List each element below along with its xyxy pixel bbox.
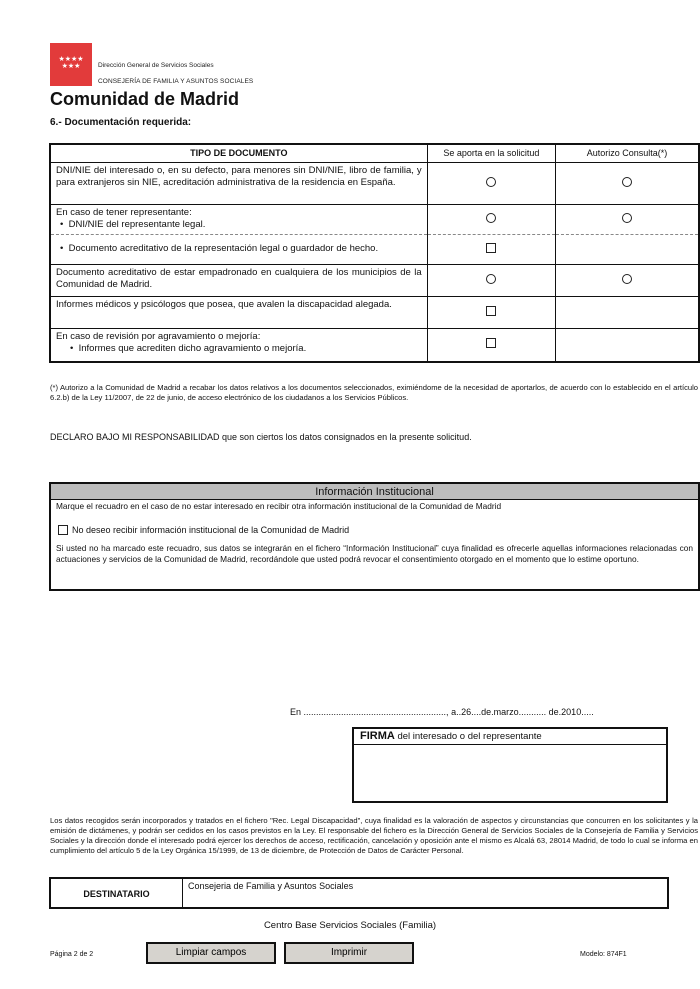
doc-informes-medicos: Informes médicos y psicólogos que posea, que avalen la discapacidad alegada.	[50, 296, 427, 328]
destinatario-label: DESTINATARIO	[51, 879, 183, 907]
consejeria-label: CONSEJERÍA DE FAMILIA Y ASUNTOS SOCIALES	[98, 78, 254, 85]
de1-label: ....de.	[471, 707, 494, 717]
table-header-row	[50, 144, 699, 162]
aporta-dni-radio[interactable]	[486, 177, 496, 187]
firma-label: FIRMA	[360, 730, 395, 742]
destinatario-box	[49, 877, 669, 909]
info-explanation: Si usted no ha marcado este recuadro, sus datos se integrarán en el fichero “Información Institucional” cuya finalidad es ofrecerle aquellas informaciones relacionadas con actuaciones y servicios de la Comunidad de Madrid, recordándole que usted podrá revocar el consentimiento otorgado en el momento que lo estime oportuno.	[56, 543, 693, 564]
a-label: a..	[451, 707, 462, 717]
aporta-agravamiento-checkbox[interactable]	[486, 338, 496, 348]
signature-area[interactable]	[354, 745, 666, 801]
centro-label: Centro Base Servicios Sociales (Familia)	[263, 920, 437, 931]
page-number: Página 2 de 2	[50, 951, 94, 958]
bullet-icon: •	[60, 218, 64, 230]
city-field[interactable]: .........................................................,	[303, 707, 449, 717]
print-button[interactable]: Imprimir	[284, 942, 414, 964]
day-field[interactable]: 26	[461, 707, 472, 717]
header-se-aporta: Se aporta en la solicitud	[427, 144, 555, 162]
model-number: Modelo: 874F1	[580, 951, 627, 958]
header-autorizo: Autorizo Consulta(*)	[556, 144, 699, 162]
month-field[interactable]: marzo	[493, 707, 519, 717]
info-institucional-title: Información Institucional	[51, 484, 698, 500]
doc-empadronado: Documento acreditativo de estar empadronado en cualquiera de los municipios de la Comunidad de Madrid.	[50, 264, 427, 296]
autorizo-dni-radio[interactable]	[622, 177, 632, 187]
table-row	[50, 328, 699, 362]
aporta-empadronado-radio[interactable]	[486, 274, 496, 284]
autorizo-representante-radio[interactable]	[622, 213, 632, 223]
documents-table	[49, 143, 700, 363]
aporta-representacion-checkbox[interactable]	[486, 243, 496, 253]
section-title: 6.- Documentación requerida:	[50, 117, 192, 128]
legal-text: Los datos recogidos serán incorporados y tratados en el fichero "Rec. Legal Discapacidad", cuya finalidad es la valoración de aspectos y circunstancias que concurren en los solicitantes y la emisión de dictámenes, y podrán ser cedidos en los casos previstos en la Ley. El responsable del fichero es la Dirección General de Servicios Sociales de la Consejería de Familia y Servicios Sociales y la dirección donde el interesado podrá ejercer los derechos de acceso, rectificación, cancelación y oposición ante el mismo es Alcalá 63, 28014 Madrid, de todo lo cual se informa en cumplimiento del artículo 5 de la Ley Orgánica 15/1999, de 13 de diciembre, de Protección de Datos de Carácter Personal.	[50, 816, 698, 855]
info-institucional-box	[49, 482, 700, 591]
declaration: DECLARO BAJO MI RESPONSABILIDAD que son ciertos los datos consignados en la presente solicitud.	[50, 432, 472, 442]
year-field[interactable]: 2010	[561, 707, 582, 717]
doc-dni-interesado: DNI/NIE del interesado o, en su defecto, para menores sin DNI/NIE, libro de familia, y para extranjeros sin NIE, acreditación administrativa de la residencia en España.	[50, 162, 427, 204]
bullet-icon: •	[60, 243, 64, 254]
de2-label: ........... de.	[518, 707, 562, 717]
destinatario-value: Consejeria de Familia y Asuntos Sociales	[188, 881, 354, 891]
brand-title: Comunidad de Madrid	[50, 89, 239, 109]
doc-representacion-legal: Documento acreditativo de la representación legal o guardador de hecho.	[68, 243, 379, 254]
table-row	[50, 162, 699, 204]
info-instruction: Marque el recuadro en el caso de no estar interesado en recibir otra información institucional de la Comunidad de Madrid	[56, 501, 502, 511]
footnote: (*) Autorizo a la Comunidad de Madrid a recabar los datos relativos a los documentos seleccionados, eximiéndome de la necesidad de aportarlos, de acuerdo con lo establecido en el artículo 6.2.b) de la Ley 11/2007, de 22 de junio, de acceso electrónico de los ciudadanos a los Servicios Públicos.	[50, 383, 698, 402]
direccion-general-label: Dirección General de Servicios Sociales	[98, 62, 214, 69]
bullet-icon: •	[70, 342, 74, 354]
firma-sublabel: del interesado o del representante	[394, 731, 542, 742]
place-date-line	[290, 707, 594, 717]
aporta-informes-checkbox[interactable]	[486, 306, 496, 316]
table-row	[50, 296, 699, 328]
doc-dni-representante: DNI/NIE del representante legal.	[68, 218, 206, 230]
doc-informes-agravamiento: Informes que acrediten dicho agravamiento o mejoría.	[78, 342, 307, 354]
revision-intro: En caso de revisión por agravamiento o mejoría:	[56, 330, 261, 342]
stars-icon: ★★★★ ★★★	[58, 56, 84, 70]
comunidad-madrid-logo	[50, 43, 92, 86]
autorizo-empadronado-radio[interactable]	[622, 274, 632, 284]
clear-fields-button[interactable]: Limpiar campos	[146, 942, 276, 964]
no-info-checkbox[interactable]	[58, 525, 68, 535]
aporta-representante-radio[interactable]	[486, 213, 496, 223]
no-info-checkbox-label: No deseo recibir información institucional de la Comunidad de Madrid	[72, 525, 350, 535]
end-dots: .....	[581, 707, 594, 717]
table-row	[50, 234, 699, 264]
representante-intro: En caso de tener representante:	[56, 206, 192, 218]
table-row	[50, 264, 699, 296]
en-label: En	[290, 707, 302, 717]
table-row	[50, 204, 699, 234]
header-tipo-documento: TIPO DE DOCUMENTO	[50, 144, 427, 162]
firma-box	[352, 727, 668, 803]
